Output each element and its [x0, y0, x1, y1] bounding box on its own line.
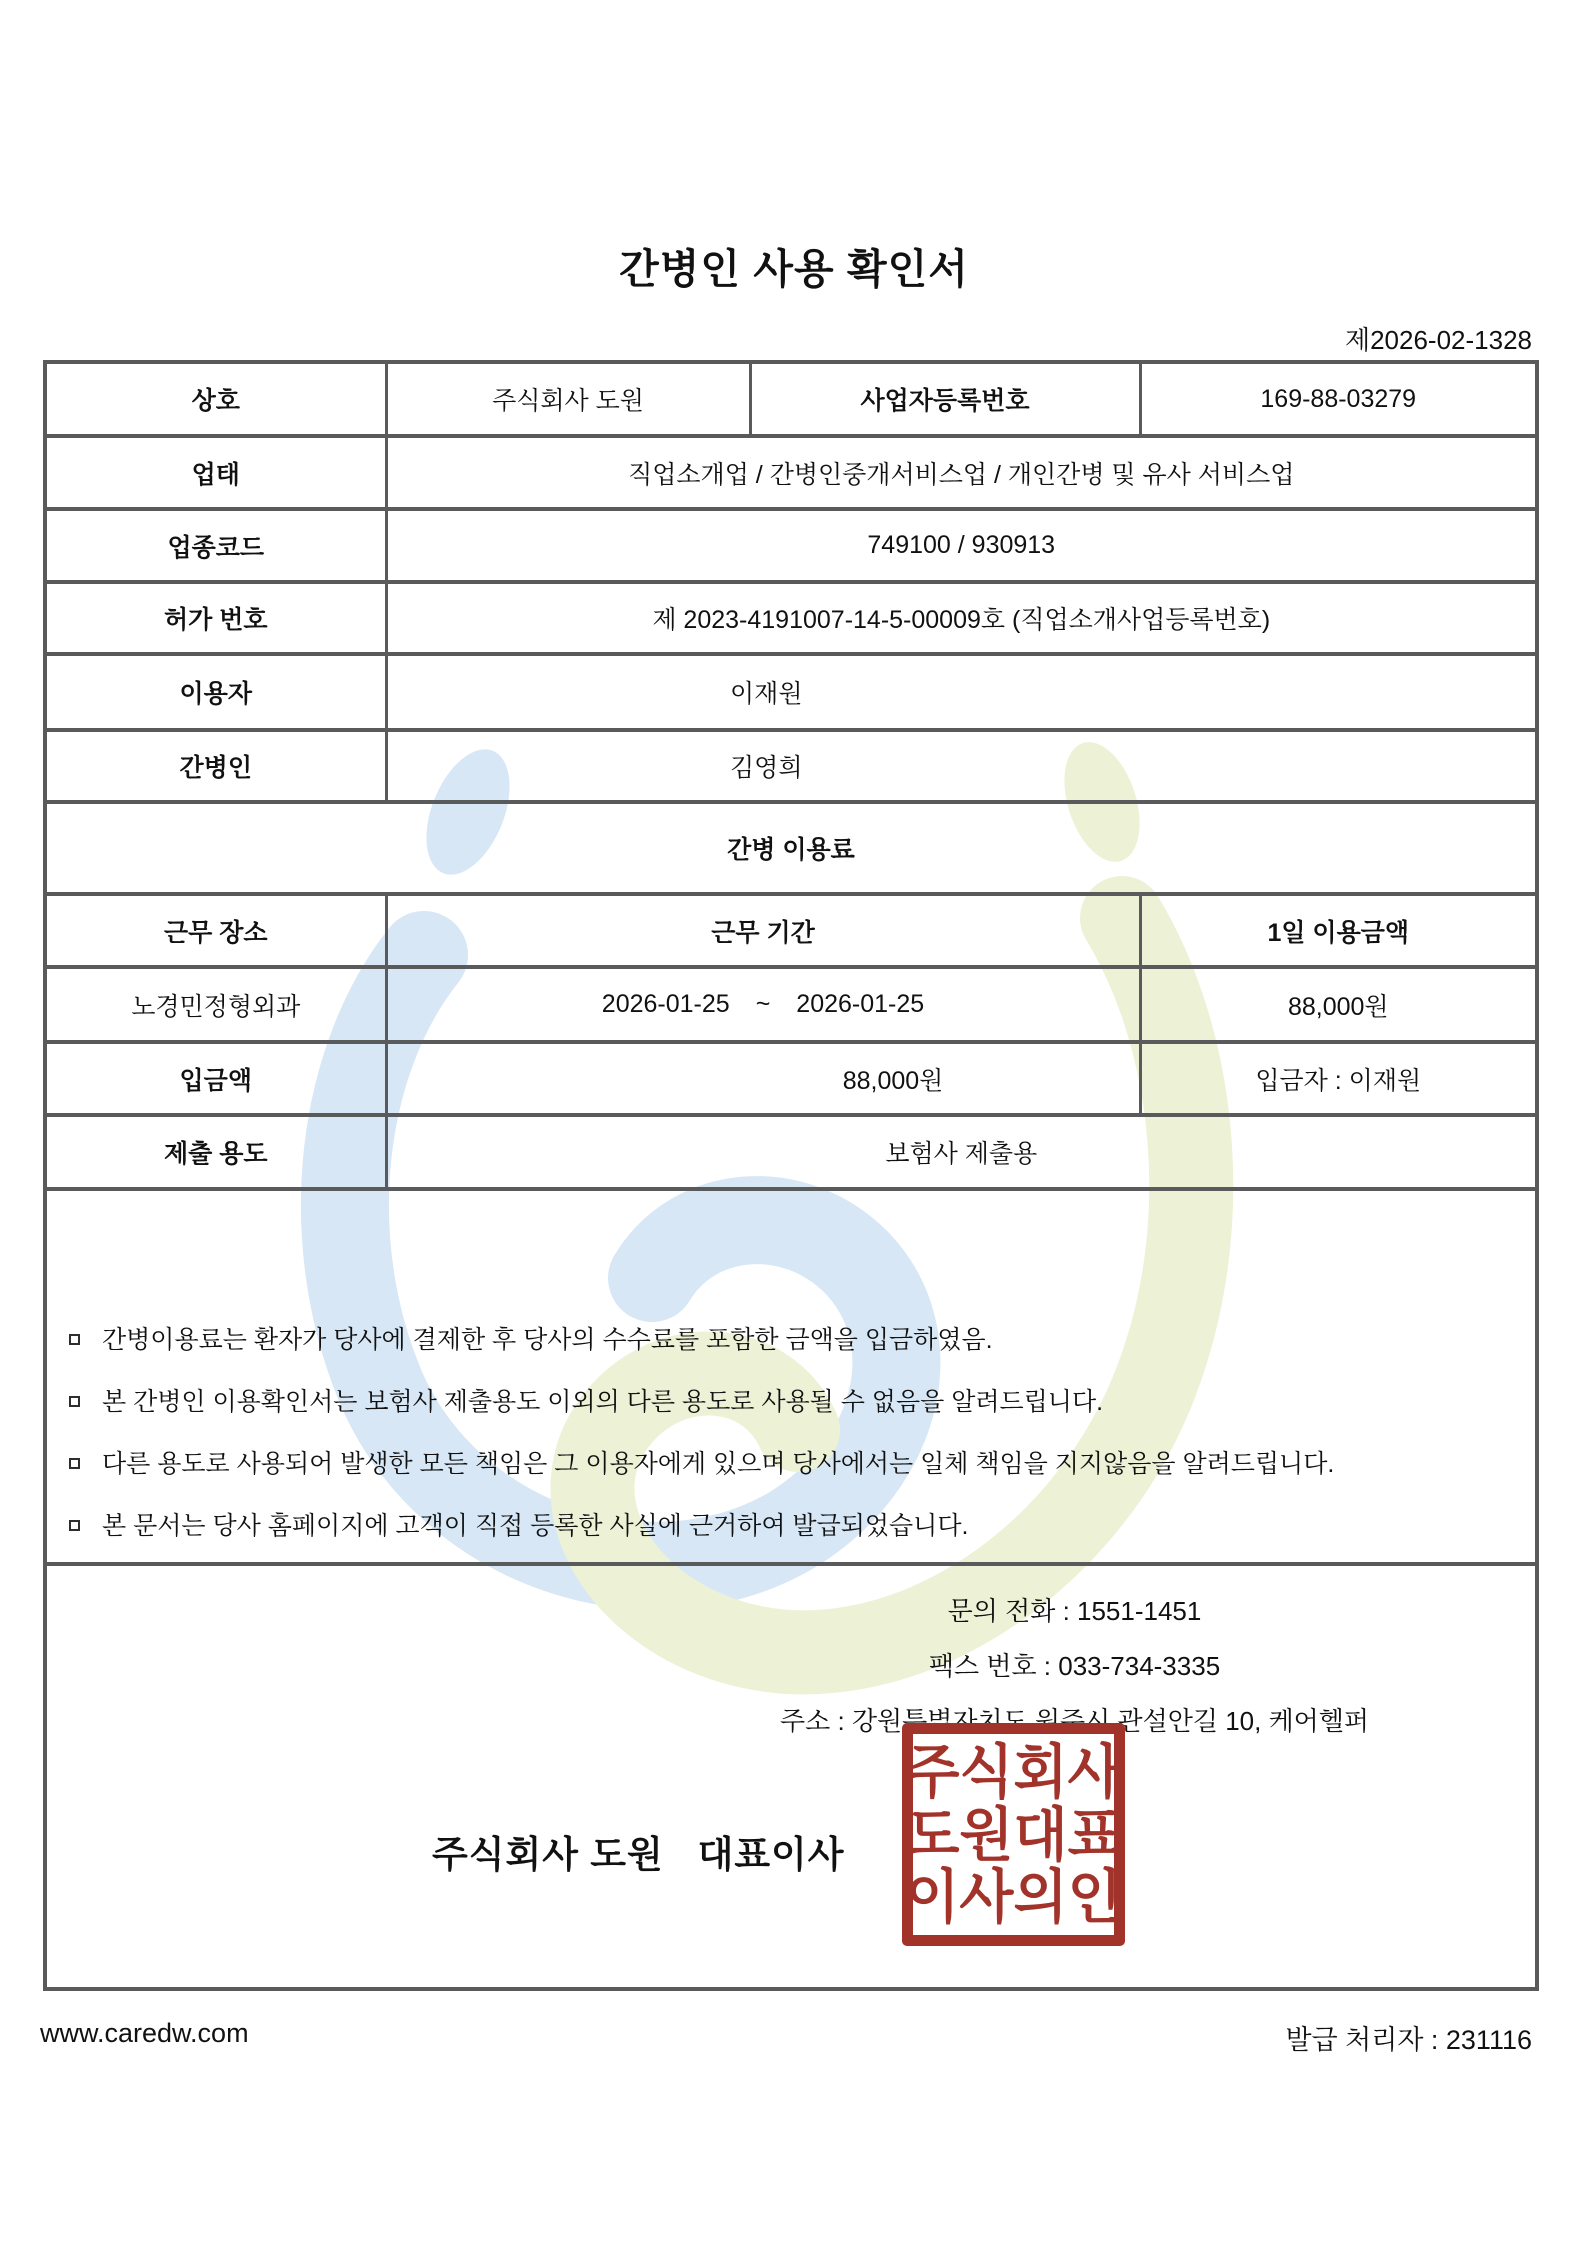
caregiver-label: 간병인 [45, 730, 386, 802]
square-bullet-icon [69, 1334, 80, 1345]
purpose-label: 제출 용도 [45, 1115, 386, 1189]
daily-amount-value: 88,000원 [1140, 967, 1537, 1042]
table-row [45, 509, 1537, 582]
document-number: 제2026-02-1328 [1344, 325, 1532, 355]
notes-cell [45, 1189, 1537, 1564]
corporate-seal-stamp [902, 1723, 1125, 1946]
table-row [45, 436, 1537, 509]
footer-website: www.caredw.com [40, 2018, 249, 2048]
table-row [45, 1564, 1537, 1989]
note-text: 간병이용료는 환자가 당사에 결제한 후 당사의 수수료를 포함한 금액을 입금하였음. [102, 1325, 993, 1354]
depositor-label: 입금자 [1255, 1066, 1328, 1095]
seal-text-row: 이사의인 [905, 1863, 1122, 1929]
table-row [45, 1042, 1537, 1115]
table-row [45, 730, 1537, 802]
permit-number-label: 허가 번호 [45, 582, 386, 654]
footer-issuer: 발급 처리자 : 231116 [1285, 2025, 1532, 2055]
certificate-table [43, 360, 1539, 1991]
note-item [61, 1371, 1515, 1433]
note-item [61, 1309, 1515, 1371]
signature-line: 주식회사 도원 대표이사 [432, 1834, 845, 1875]
permit-number-value: 제 2023-4191007-14-5-00009호 (직업소개사업등록번호) [386, 582, 1537, 654]
industry-code-label: 업종코드 [45, 509, 386, 582]
square-bullet-icon [69, 1396, 80, 1407]
note-text: 본 문서는 당사 홈페이지에 고객이 직접 등록한 사실에 근거하여 발급되었습니다. [102, 1511, 969, 1540]
business-type-value: 직업소개업 / 간병인중개서비스업 / 개인간병 및 유사 서비스업 [386, 436, 1537, 509]
table-row [45, 654, 1537, 730]
note-text: 본 간병인 이용확인서는 보험사 제출용도 이외의 다른 용도로 사용될 수 없음을 알려드립니다. [102, 1387, 1104, 1416]
note-text: 다른 용도로 사용되어 발생한 모든 책임은 그 이용자에게 있으며 당사에서는 일체 책임을 지지않음을 알려드립니다. [102, 1449, 1335, 1478]
depositor-value: : 이재원 [1334, 1066, 1422, 1095]
purpose-value: 보험사 제출용 [386, 1115, 1537, 1189]
table-row [45, 894, 1537, 967]
business-number-value: 169-88-03279 [1140, 362, 1537, 436]
caregiver-value: 김영희 [386, 730, 1537, 802]
note-item [61, 1433, 1515, 1495]
period-end-date: 2026-01-25 [796, 990, 925, 1018]
contact-fax: 팩스 번호 : 033-734-3335 [928, 1651, 1221, 1681]
work-place-value: 노경민정형외과 [45, 967, 386, 1042]
daily-amount-header: 1일 이용금액 [1140, 894, 1537, 967]
table-row [45, 1189, 1537, 1564]
depositor-cell [1140, 1042, 1537, 1115]
square-bullet-icon [69, 1458, 80, 1469]
table-row [45, 362, 1537, 436]
period-start-date: 2026-01-25 [601, 990, 730, 1018]
note-item [61, 1495, 1515, 1557]
table-row [45, 802, 1537, 894]
table-row [45, 967, 1537, 1042]
square-bullet-icon [69, 1520, 80, 1531]
seal-text-row: 도원대표 [905, 1801, 1122, 1867]
work-period-header: 근무 기간 [386, 894, 1140, 967]
page-title: 간병인 사용 확인서 [619, 246, 969, 292]
work-place-header: 근무 장소 [45, 894, 386, 967]
industry-code-value: 749100 / 930913 [386, 509, 1537, 582]
company-name-value: 주식회사 도원 [386, 362, 750, 436]
user-value: 이재원 [386, 654, 1537, 730]
page-footer [40, 2018, 1532, 2057]
company-name-label: 상호 [45, 362, 386, 436]
work-period-value [386, 967, 1140, 1042]
fee-section-header: 간병 이용료 [45, 802, 1537, 894]
contact-address: 주소 : 강원특별자치도 원주시 관설안길 10, 케어헬퍼 [780, 1706, 1370, 1736]
signature-cell [45, 1564, 1537, 1989]
business-number-label: 사업자등록번호 [750, 362, 1140, 436]
user-label: 이용자 [45, 654, 386, 730]
deposit-value: 88,000원 [386, 1042, 1140, 1115]
table-row [45, 582, 1537, 654]
table-row [45, 1115, 1537, 1189]
seal-text-row: 주식회사 [905, 1738, 1122, 1805]
period-tilde: ~ [755, 990, 771, 1018]
deposit-label: 입금액 [45, 1042, 386, 1115]
contact-phone: 문의 전화 : 1551-1451 [947, 1596, 1202, 1626]
business-type-label: 업태 [45, 436, 386, 509]
